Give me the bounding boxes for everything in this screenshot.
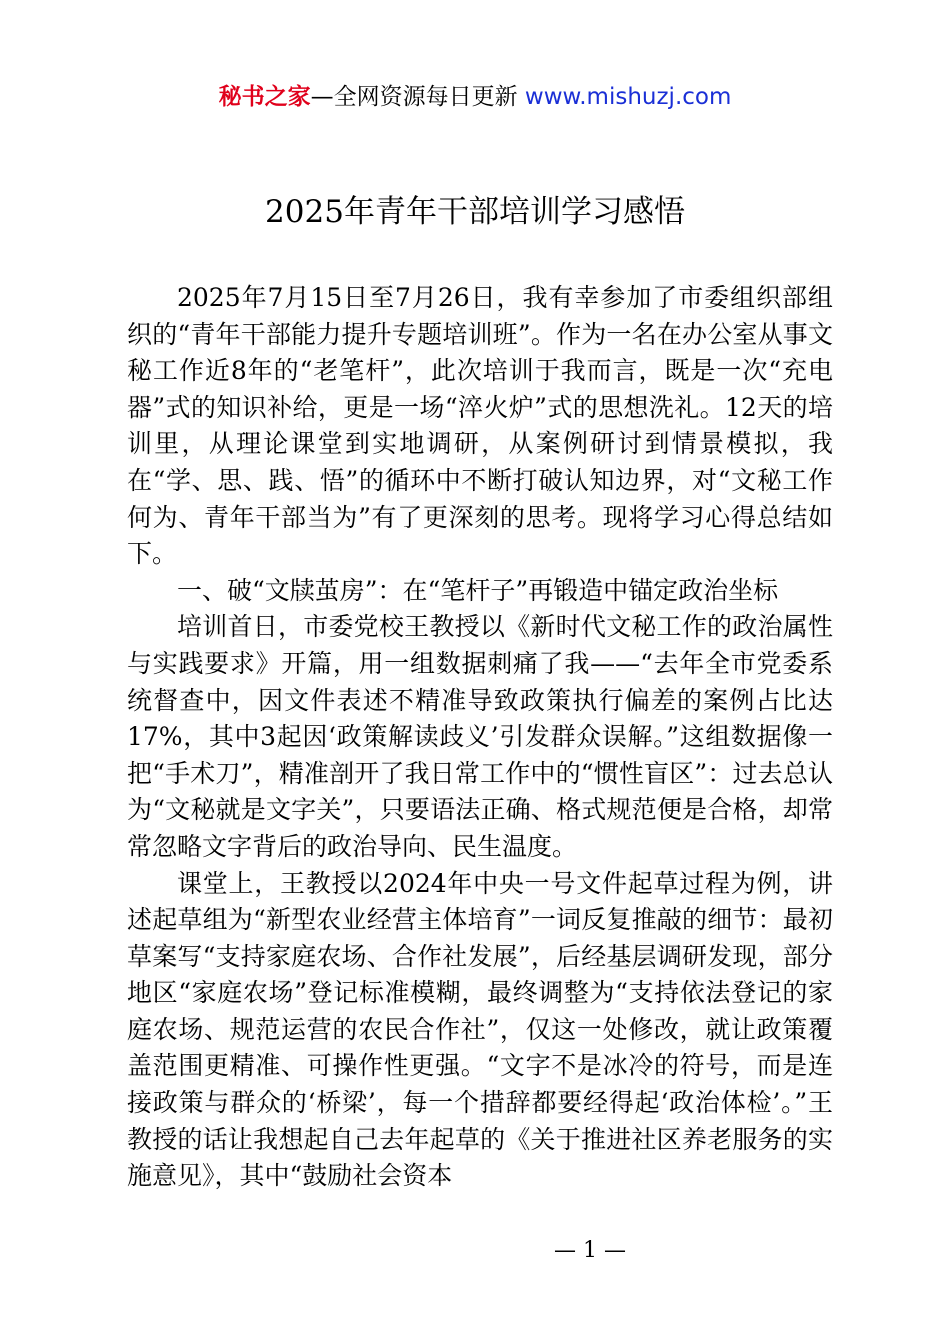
document-title: 2025年青年干部培训学习感悟 <box>265 194 685 230</box>
site-header <box>0 80 950 114</box>
site-brand: 秘书之家 <box>218 84 311 110</box>
page-number: — 1 — <box>554 1238 626 1263</box>
document-body <box>127 280 833 1195</box>
site-url-link[interactable]: www.mishuzj.com <box>524 84 732 110</box>
section-heading-1: 一、破“文牍茧房”：在“笔杆子”再锻造中锚定政治坐标 <box>177 575 779 605</box>
site-tagline: —全网资源每日更新 <box>310 84 525 110</box>
paragraph-intro: 2025年7月15日至7月26日，我有幸参加了市委组织部组织的“青年干部能力提升专题培训班”。作为一名在办公室从事文秘工作近8年的“老笔杆”，此次培训于我而言，既是一次“充电器”式的知识补给，更是一场“淬火炉”式的思想洗礼。12天的培训里，从理论课堂到实地调研，从案例研讨到情景模拟，我在“学、思、践、悟”的循环中不断打破认知边界，对“文秘工作何为、青年干部当为”有了更深刻的思考。现将学习心得总结如下。 <box>127 283 833 569</box>
paragraph-classroom-example: 课堂上，王教授以2024年中央一号文件起草过程为例，讲述起草组为“新型农业经营主体培育”一词反复推敲的细节：最初草案写“支持家庭农场、合作社发展”，后经基层调研发现，部分地区“家庭农场”登记标准模糊，最终调整为“支持依法登记的家庭农场、规范运营的农民合作社”，仅这一处修改，就让政策覆盖范围更精准、可操作性更强。“文字不是冰冷的符号，而是连接政策与群众的‘桥梁’，每一个措辞都要经得起‘政治体检’。”王教授的话让我想起自己去年起草的《关于推进社区养老服务的实施意见》，其中“鼓励社会资本 <box>127 868 833 1191</box>
paragraph-training-day-one: 培训首日，市委党校王教授以《新时代文秘工作的政治属性与实践要求》开篇，用一组数据刺痛了我——“去年全市党委系统督查中，因文件表述不精准导致政策执行偏差的案例占比达17%，其中3起因‘政策解读歧义’引发群众误解。”这组数据像一把“手术刀”，精准剖开了我日常工作中的“惯性盲区”：过去总认为“文秘就是文字关”，只要语法正确、格式规范便是合格，却常常忽略文字背后的政治导向、民生温度。 <box>127 612 833 861</box>
